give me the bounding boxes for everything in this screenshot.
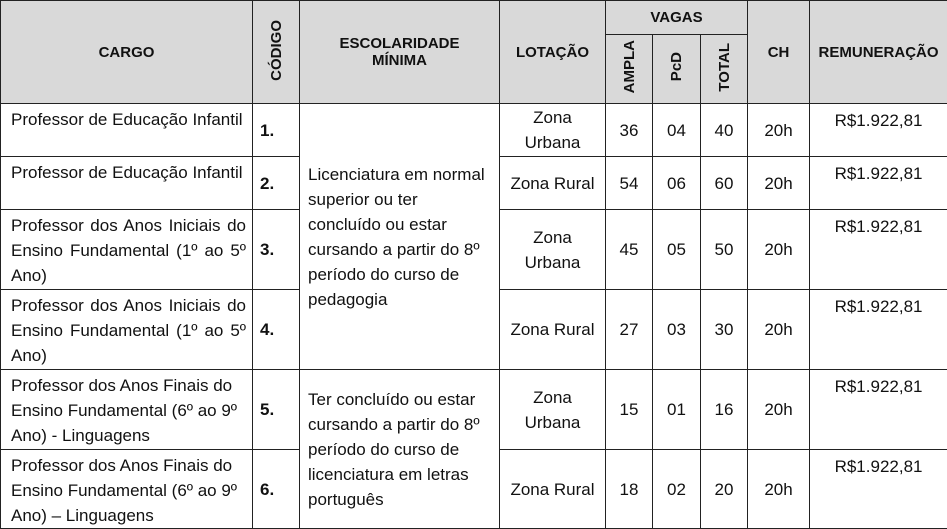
cell-ampla: 27 bbox=[606, 290, 653, 370]
cell-total: 20 bbox=[701, 450, 748, 529]
cell-codigo: 3. bbox=[253, 210, 300, 290]
cell-cargo: Professor dos Anos Finais do Ensino Fundamental (6º ao 9º Ano) - Linguagens bbox=[1, 370, 253, 450]
cell-remuneracao: R$1.922,81 bbox=[810, 450, 947, 529]
cell-cargo: Professor dos Anos Finais do Ensino Fundamental (6º ao 9º Ano) – Linguagens bbox=[1, 450, 253, 529]
cell-lotacao: Zona Urbana bbox=[500, 210, 606, 290]
cell-lotacao: Zona Urbana bbox=[500, 104, 606, 157]
cell-ch: 20h bbox=[748, 210, 810, 290]
cell-ch: 20h bbox=[748, 290, 810, 370]
cell-codigo: 4. bbox=[253, 290, 300, 370]
header-ch: CH bbox=[748, 1, 810, 104]
cell-ch: 20h bbox=[748, 450, 810, 529]
cell-ampla: 15 bbox=[606, 370, 653, 450]
cell-ampla: 18 bbox=[606, 450, 653, 529]
cell-remuneracao: R$1.922,81 bbox=[810, 290, 947, 370]
header-remuneracao: REMUNERAÇÃO bbox=[810, 1, 947, 104]
header-total-label: TOTAL bbox=[716, 43, 733, 92]
cell-total: 30 bbox=[701, 290, 748, 370]
cell-ch: 20h bbox=[748, 104, 810, 157]
header-vagas: VAGAS bbox=[606, 1, 748, 35]
cell-total: 40 bbox=[701, 104, 748, 157]
cell-pcd: 06 bbox=[653, 157, 701, 210]
cell-cargo: Professor de Educação Infantil bbox=[1, 157, 253, 210]
cell-lotacao: Zona Rural bbox=[500, 157, 606, 210]
header-pcd bbox=[653, 35, 701, 104]
cell-total: 60 bbox=[701, 157, 748, 210]
cell-remuneracao: R$1.922,81 bbox=[810, 157, 947, 210]
cell-lotacao: Zona Rural bbox=[500, 290, 606, 370]
cell-pcd: 01 bbox=[653, 370, 701, 450]
cell-codigo: 5. bbox=[253, 370, 300, 450]
cell-remuneracao: R$1.922,81 bbox=[810, 370, 947, 450]
cell-total: 16 bbox=[701, 370, 748, 450]
cell-lotacao: Zona Rural bbox=[500, 450, 606, 529]
header-lotacao: LOTAÇÃO bbox=[500, 1, 606, 104]
cell-pcd: 03 bbox=[653, 290, 701, 370]
cell-pcd: 05 bbox=[653, 210, 701, 290]
cell-remuneracao: R$1.922,81 bbox=[810, 104, 947, 157]
header-codigo-label: CÓDIGO bbox=[268, 20, 285, 81]
header-ampla-label: AMPLA bbox=[621, 40, 638, 93]
table-row bbox=[1, 370, 947, 450]
cell-lotacao: Zona Urbana bbox=[500, 370, 606, 450]
cell-codigo: 1. bbox=[253, 104, 300, 157]
header-escolaridade: ESCOLARIDADE MÍNIMA bbox=[300, 1, 500, 104]
cell-escolaridade-group-1: Licenciatura em normal superior ou ter concluído ou estar cursando a partir do 8º período do curso de pedagogia bbox=[300, 104, 500, 370]
cell-total: 50 bbox=[701, 210, 748, 290]
cell-ampla: 54 bbox=[606, 157, 653, 210]
header-pcd-label: PcD bbox=[668, 52, 685, 81]
cell-ampla: 36 bbox=[606, 104, 653, 157]
cell-remuneracao: R$1.922,81 bbox=[810, 210, 947, 290]
cell-ampla: 45 bbox=[606, 210, 653, 290]
header-total bbox=[701, 35, 748, 104]
cell-cargo: Professor de Educação Infantil bbox=[1, 104, 253, 157]
cell-cargo: Professor dos Anos Iniciais do Ensino Fundamental (1º ao 5º Ano) bbox=[1, 290, 253, 370]
cell-escolaridade-group-2: Ter concluído ou estar cursando a partir do 8º período do curso de licenciatura em letras português bbox=[300, 370, 500, 529]
header-codigo bbox=[253, 1, 300, 104]
cell-ch: 20h bbox=[748, 157, 810, 210]
cell-codigo: 6. bbox=[253, 450, 300, 529]
table-row bbox=[1, 104, 947, 157]
cell-pcd: 04 bbox=[653, 104, 701, 157]
cell-ch: 20h bbox=[748, 370, 810, 450]
header-cargo: CARGO bbox=[1, 1, 253, 104]
header-ampla bbox=[606, 35, 653, 104]
cell-codigo: 2. bbox=[253, 157, 300, 210]
cell-cargo: Professor dos Anos Iniciais do Ensino Fundamental (1º ao 5º Ano) bbox=[1, 210, 253, 290]
cell-pcd: 02 bbox=[653, 450, 701, 529]
